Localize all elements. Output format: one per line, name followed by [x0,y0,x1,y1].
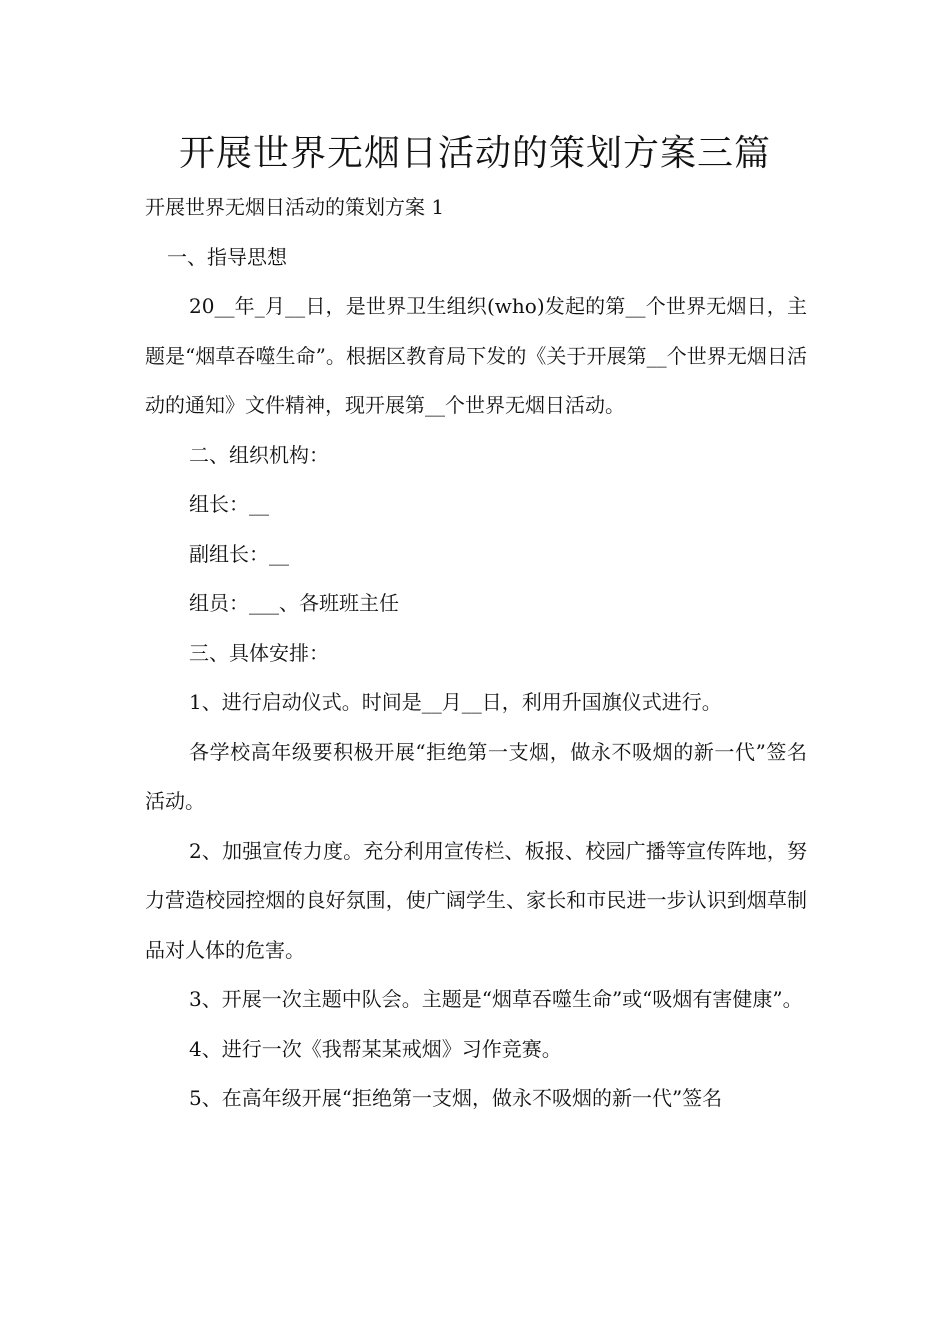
paragraph-deputy-leader: 副组长：__ [189,541,289,566]
paragraph-signature-activity: 各学校高年级要积极开展“拒绝第一支烟，做永不吸烟的新一代”签名活动。 [145,739,807,813]
document-body [145,183,807,1124]
heading-organization: 二、组织机构： [189,442,329,467]
paragraph-item-3: 3、开展一次主题中队会。主题是“烟草吞噬生命”或“吸烟有害健康”。 [189,987,803,1011]
paragraph-item-4: 4、进行一次《我帮某某戒烟》习作竞赛。 [189,1036,562,1061]
heading-arrangements: 三、具体安排： [189,640,329,665]
paragraph-leader: 组长：__ [189,492,269,516]
paragraph-item-5: 5、在高年级开展“拒绝第一支烟，做永不吸烟的新一代”签名 [189,1086,723,1110]
section-subtitle: 开展世界无烟日活动的策划方案 1 [145,195,445,219]
paragraph-members: 组员：___、各班班主任 [189,591,399,615]
paragraph-intro: 20__年_月__日，是世界卫生组织(who)发起的第__个世界无烟日，主题是“烟草吞噬生命”。根据区教育局下发的《关于开展第__个世界无烟日活动的通知》文件精神，现开展第__个世界无烟日活动。 [145,294,807,417]
heading-guiding-ideology: 一、指导思想 [167,244,287,269]
document-title: 开展世界无烟日活动的策划方案三篇 [178,133,771,174]
paragraph-item-2: 2、加强宣传力度。充分利用宣传栏、板报、校园广播等宣传阵地，努力营造校园控烟的良好氛围，使广阔学生、家长和市民进一步认识到烟草制品对人体的危害。 [145,838,807,962]
paragraph-item-1: 1、进行启动仪式。时间是__月__日，利用升国旗仪式进行。 [189,690,722,714]
